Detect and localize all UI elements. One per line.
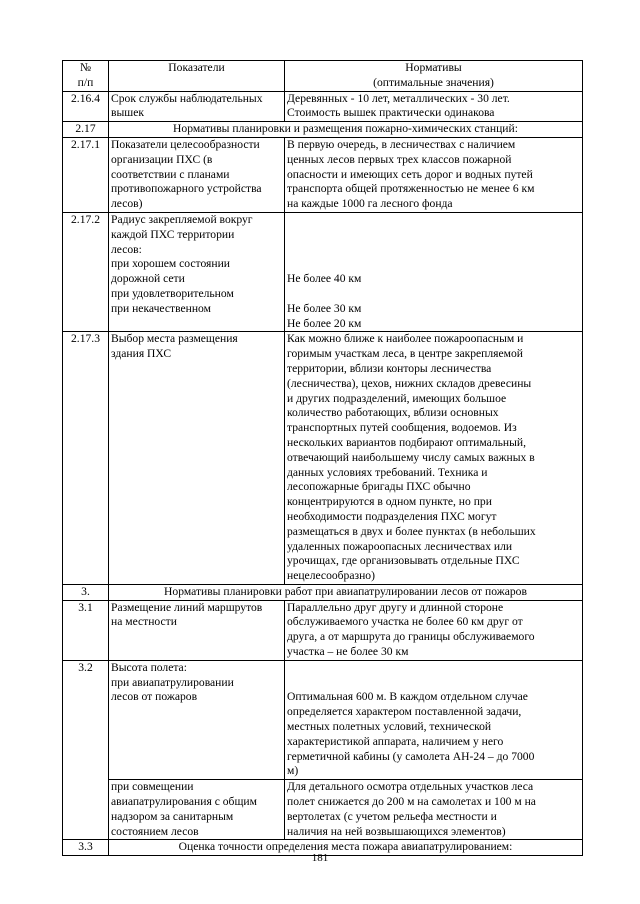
row-norm: Параллельно друг другу и длинной стороне обслуживаемого участка не более 60 км друг от друга, а от маршрута до границы обслуживаемого участка – не более 30 км: [285, 600, 583, 660]
section-title: Нормативы планировки и размещения пожарно-химических станций:: [109, 122, 583, 138]
row-norm: В первую очередь, в лесничествах с наличием ценных лесов первых трех классов пожарной опасности и имеющих сеть дорог и водных путей транспорта общей протяженностью не менее 6 км на каждые 1000 га лесного фонда: [285, 137, 583, 212]
row-number: 3.2: [63, 660, 109, 840]
header-number: № п/п: [63, 61, 109, 92]
table-row: [63, 660, 583, 779]
row-indicator: при совмещении авиапатрулирования с общим надзором за санитарным состоянием лесов: [109, 780, 285, 840]
row-indicator: Выбор места размещения здания ПХС: [109, 332, 285, 585]
table-row: [63, 600, 583, 660]
row-indicator: Показатели целесообразности организации ПХС (в соответствии с планами противопожарного устройства лесов): [109, 137, 285, 212]
table-header-row: [63, 61, 583, 92]
header-norms: Нормативы (оптимальные значения): [285, 61, 583, 92]
row-norm: Не более 40 км Не более 30 км Не более 20 км: [285, 212, 583, 331]
norms-table: [62, 60, 583, 856]
row-number: 2.17.2: [63, 212, 109, 331]
section-row: [63, 584, 583, 600]
section-row: [63, 122, 583, 138]
row-indicator: Радиус закрепляемой вокруг каждой ПХС территории лесов: при хорошем состоянии дорожной сети при удовлетворительном при некачественном: [109, 212, 285, 331]
row-indicator: Размещение линий маршрутов на местности: [109, 600, 285, 660]
section-title: Нормативы планировки работ при авиапатрулировании лесов от пожаров: [109, 584, 583, 600]
header-indicators: Показатели: [109, 61, 285, 92]
row-indicator: Срок службы наблюдательных вышек: [109, 91, 285, 122]
row-number: 2.17: [63, 122, 109, 138]
row-number: 2.17.1: [63, 137, 109, 212]
row-norm: Для детального осмотра отдельных участков леса полет снижается до 200 м на самолетах и 100 м на вертолетах (с учетом рельефа местности и наличия на ней возвышающихся элементов): [285, 780, 583, 840]
row-number: 3.: [63, 584, 109, 600]
row-number: 2.17.3: [63, 332, 109, 585]
row-number: 3.3: [63, 840, 109, 856]
row-indicator: Высота полета: при авиапатрулировании лесов от пожаров: [109, 660, 285, 779]
page-number: 181: [311, 852, 329, 864]
row-norm: Оптимальная 600 м. В каждом отдельном случае определяется характером поставленной задачи, местных полетных условий, технической характеристикой аппарата, наличием у него герметичной кабины (у самолета АН-24 – до 7000 м): [285, 660, 583, 779]
row-norm: Деревянных - 10 лет, металлических - 30 лет. Стоимость вышек практически одинакова: [285, 91, 583, 122]
section-title: Оценка точности определения места пожара авиапатрулированием:: [109, 840, 583, 856]
row-number: 2.16.4: [63, 91, 109, 122]
table-row: [63, 332, 583, 585]
table-row: [63, 212, 583, 331]
row-number: 3.1: [63, 600, 109, 660]
row-norm: Как можно ближе к наиболее пожароопасным и горимым участкам леса, в центре закрепляемой территории, вблизи конторы лесничества (лесничества), цехов, нижних складов древесины и других подразделений, имеющих большое количество работающих, вблизи основных транспортных путей сообщения, водоемов. Из нескольких вариантов подбирают оптимальный, отвечающий наибольшему числу самых важных в данных условиях требований. Техника и лесопожарные бригады ПХС обычно концентрируются в одном пункте, но при необходимости подразделения ПХС могут размещаться в двух и более пунктах (в небольших удаленных пожароопасных лесничествах или урочищах, где организовывать отдельные ПХС нецелесообразно): [285, 332, 583, 585]
table-row: [63, 137, 583, 212]
table-row: [63, 91, 583, 122]
table-row: [63, 780, 583, 840]
